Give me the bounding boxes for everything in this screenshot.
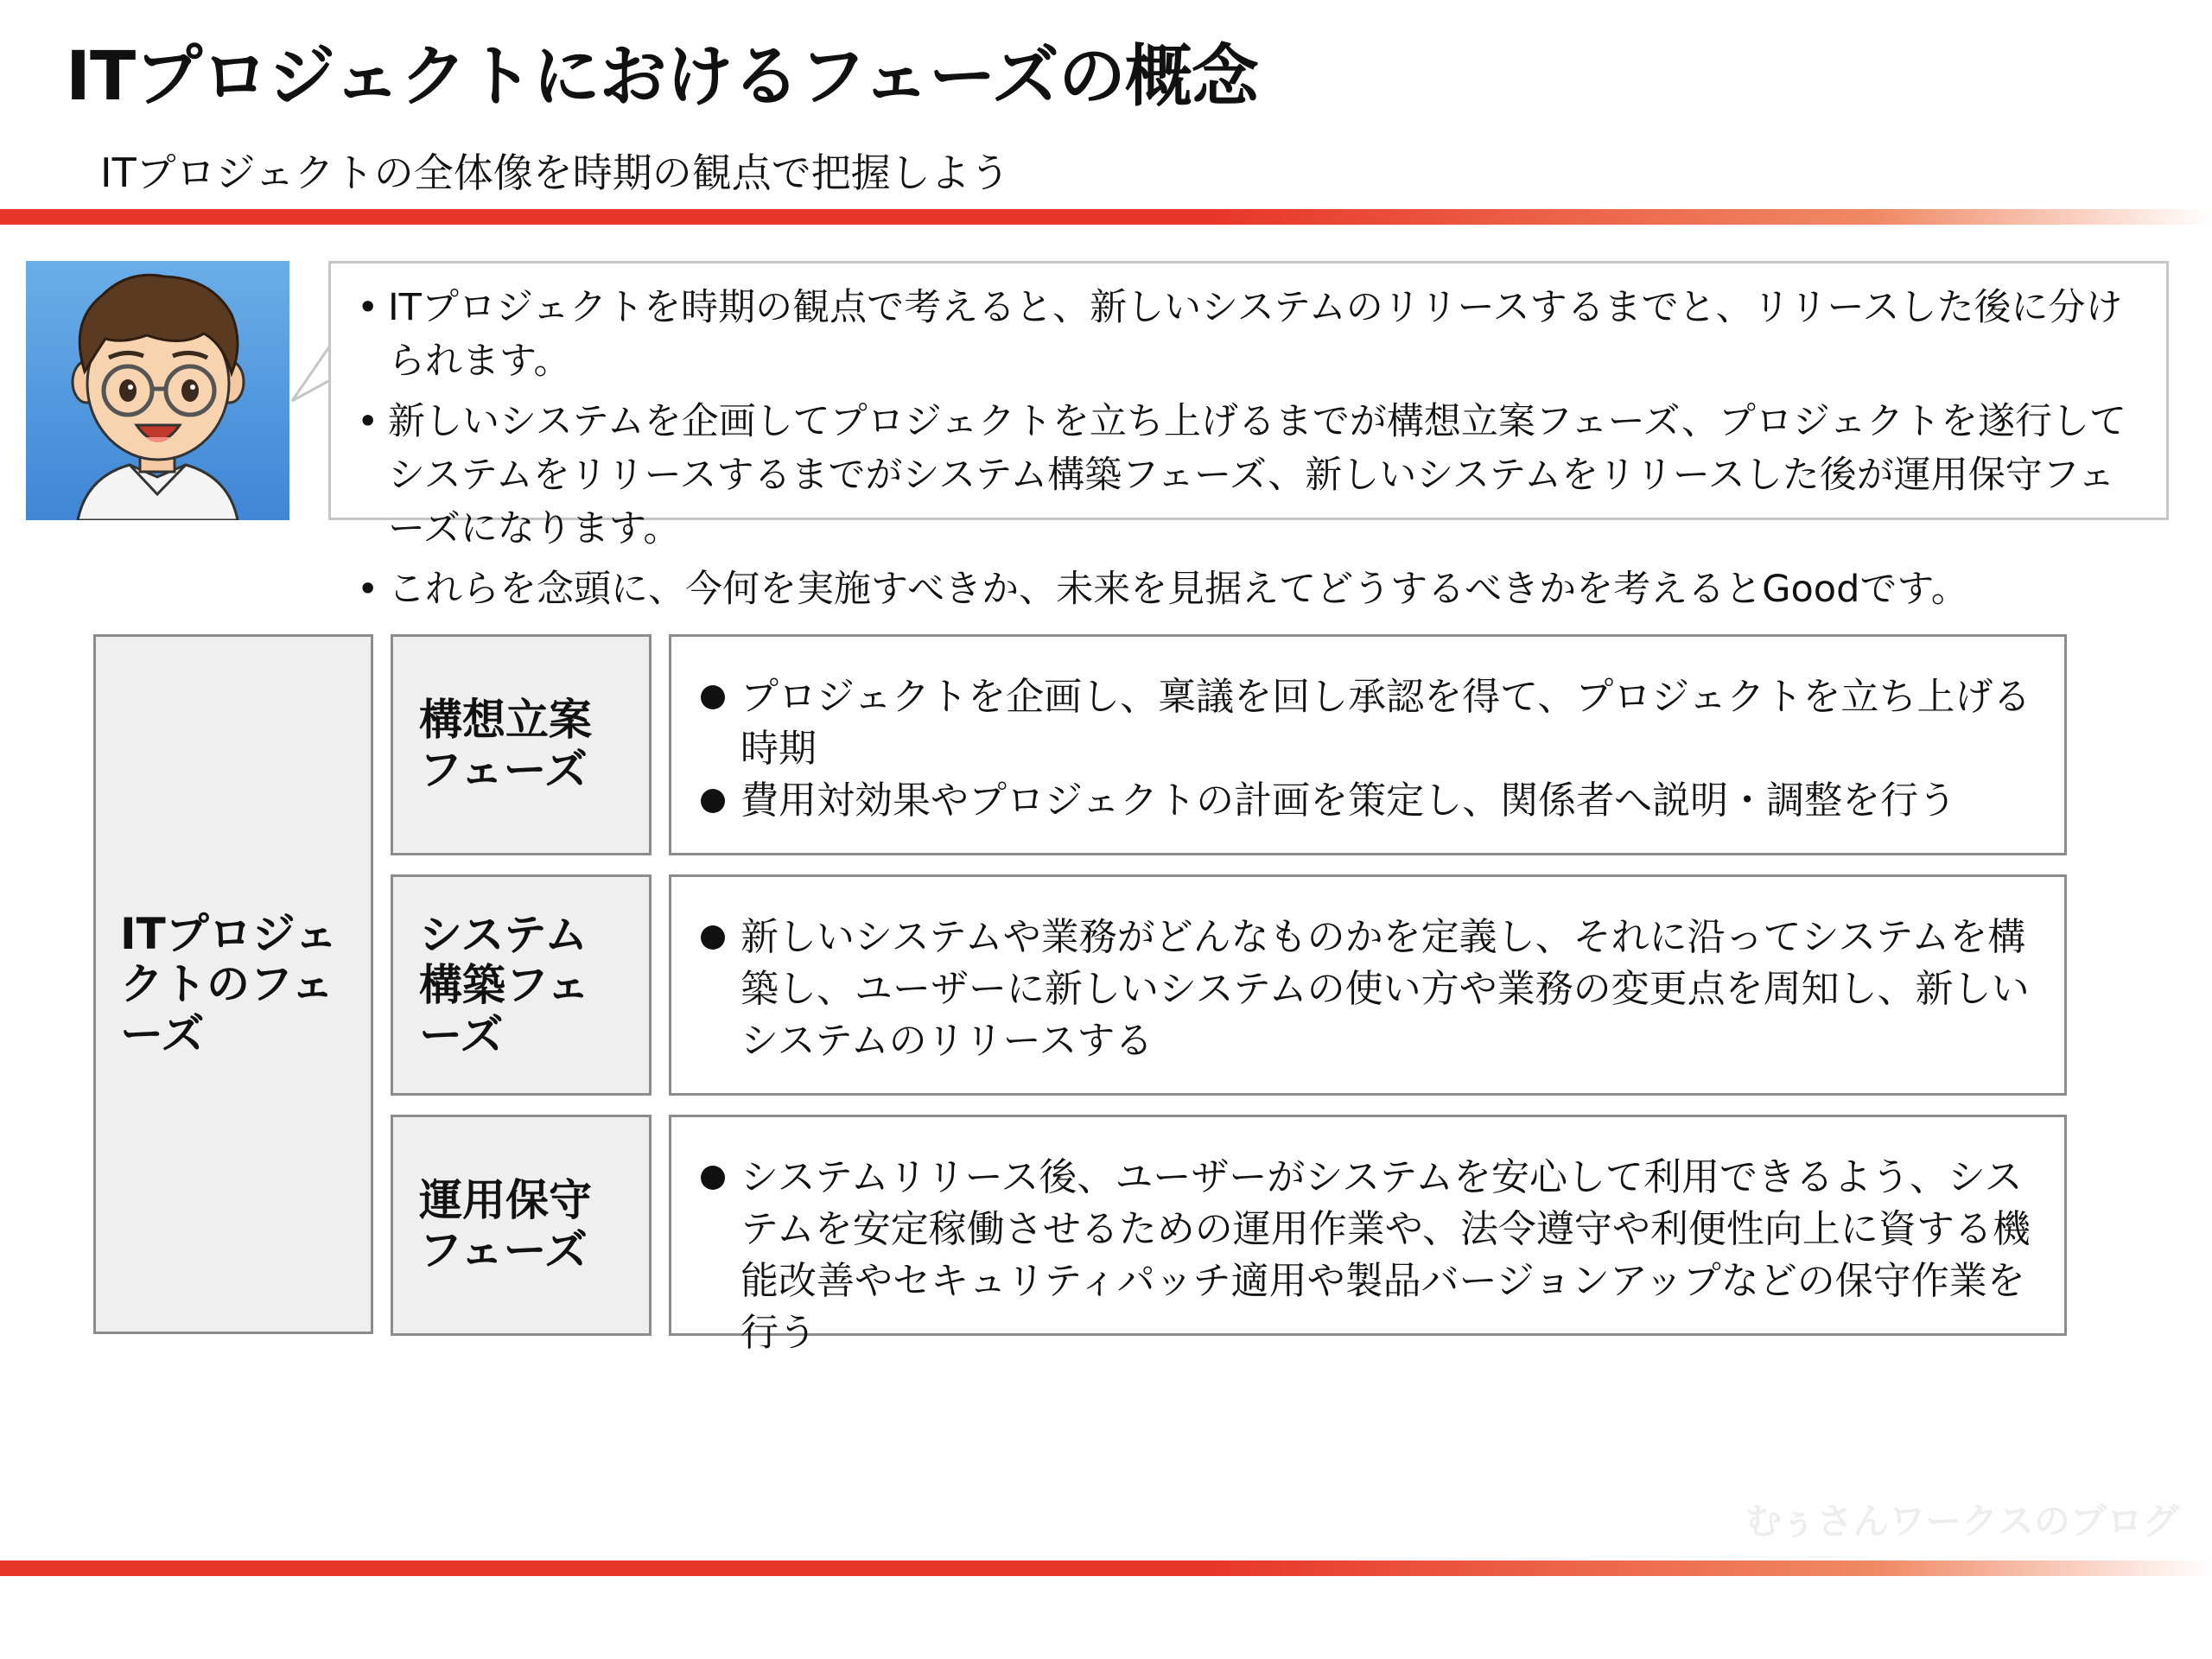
footer-accent-bar	[0, 1560, 2212, 1576]
page-subtitle: ITプロジェクトの全体像を時期の観点で把握しよう	[100, 149, 1010, 196]
phase-point: 新しいシステムや業務がどんなものかを定義し、それに沿ってシステムを構築し、ユーザーに新しいシステムの使い方や業務の変更点を周知し、新しいシステムのリリースする	[697, 912, 2038, 1067]
phase-point: システムリリース後、ユーザーがシステムを安心して利用できるよう、システムを安定稼働させるための運用作業や、法令遵守や利便性向上に資する機能改善やセキュリティパッチ適用や製品バージョンアップなどの保守作業を行う	[697, 1152, 2038, 1359]
phase-box-operation	[391, 1115, 652, 1336]
phase-box-planning	[391, 634, 652, 855]
project-phases-box	[93, 634, 373, 1334]
phase-name: 運用保守フェーズ	[419, 1175, 592, 1275]
phase-description-planning	[669, 634, 2067, 855]
phase-description-build	[669, 874, 2067, 1096]
phase-name: システム構築フェーズ	[419, 910, 590, 1060]
phase-point: 費用対効果やプロジェクトの計画を策定し、関係者へ説明・調整を行う	[697, 775, 2038, 827]
phase-name: 構想立案フェーズ	[419, 695, 592, 795]
bullet-dot: •	[357, 286, 379, 329]
bullet-dot: •	[357, 400, 379, 443]
avatar-illustration	[26, 261, 289, 520]
phase-box-build	[391, 874, 652, 1096]
phase-point: プロジェクトを企画し、稟議を回し承認を得て、プロジェクトを立ち上げる時期	[697, 671, 2038, 775]
speech-item	[350, 563, 2145, 616]
watermark: むぅさんワークスのブログ	[1745, 1500, 2179, 1542]
speech-item	[350, 281, 2145, 388]
speech-bubble	[328, 261, 2169, 611]
speech-item	[350, 395, 2145, 556]
bullet-dot: •	[357, 568, 379, 611]
project-phases-label: ITプロジェクトのフェーズ	[120, 909, 338, 1059]
header-accent-bar	[0, 209, 2212, 225]
speech-item-text: これらを念頭に、今何を実施すべきか、未来を見据えてどうするべきかを考えるとGoodです。	[388, 568, 1968, 611]
speech-item-text: ITプロジェクトを時期の観点で考えると、新しいシステムのリリースするまでと、リリースした後に分けられます。	[388, 286, 2123, 383]
phase-description-operation	[669, 1115, 2067, 1355]
avatar	[26, 261, 289, 520]
speech-bubble-tail	[290, 328, 330, 415]
speech-item-text: 新しいシステムを企画してプロジェクトを立ち上げるまでが構想立案フェーズ、プロジェクトを遂行してシステムをリリースするまでがシステム構築フェーズ、新しいシステムをリリースした後が運用保守フェーズになります。	[388, 400, 2126, 550]
page-title: ITプロジェクトにおけるフェーズの概念	[66, 38, 1258, 116]
